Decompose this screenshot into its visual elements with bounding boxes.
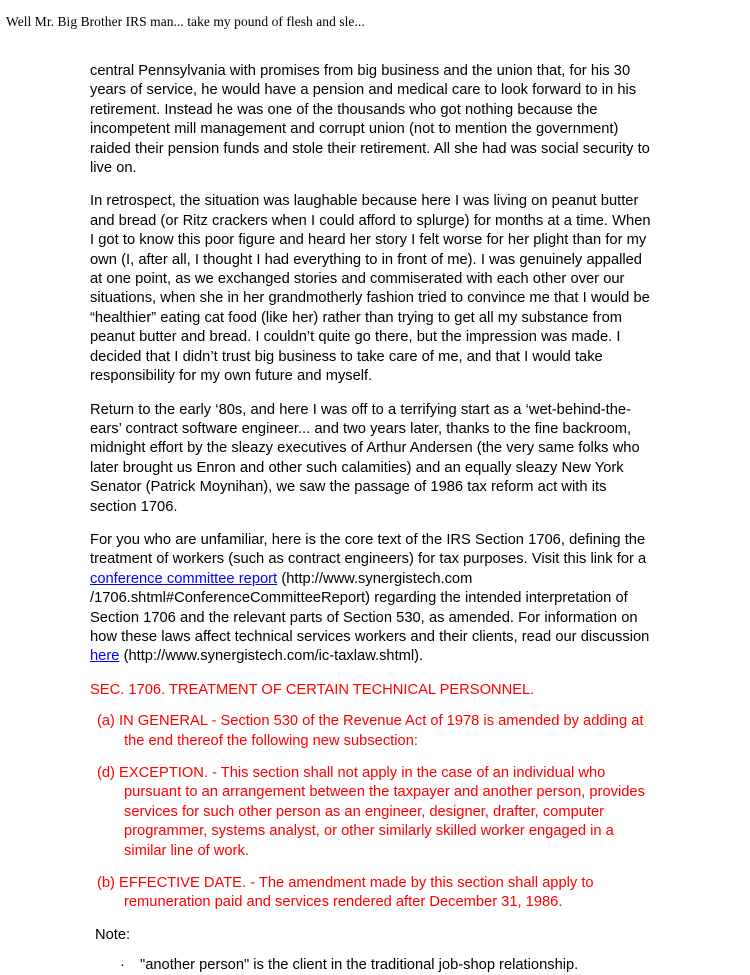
note-bullet-list <box>90 956 652 975</box>
document-body <box>90 62 652 975</box>
section-item-a-in-general: (a) IN GENERAL - Section 530 of the Revenue Act of 1978 is amended by adding at the end thereof the following new subsection: <box>97 713 644 749</box>
note-list-item-text: "another person" is the client in the traditional job-shop relationship. <box>140 957 579 974</box>
section-item-b-effective-date: (b) EFFECTIVE DATE. - The amendment made by this section shall apply to remuneration paid and services rendered after December 31, 1986. <box>97 875 594 911</box>
body-paragraph-1: central Pennsylvania with promises from big business and the union that, for his 30 years of service, he would have a pension and medical care to look forward to in his retirement. Instead he was one of the thousands who got nothing because the incompetent mill management and corrupt union (not to mention the government) raided their pension funds and stole their retirement. All she had was social security to live on. <box>90 63 650 177</box>
here-link[interactable]: here <box>90 648 120 665</box>
link-para-text-after: (http://www.synergistech.com/ic-taxlaw.shtml). <box>119 648 424 665</box>
body-paragraph-2: In retrospect, the situation was laughable because here I was living on peanut butter and bread (or Ritz crackers when I could afford to splurge) for months at a time. When I got to know this poor figure and heard her story I felt worse for her plight than for my own (I, after all, I thought I had everything to in front of me). I was genuinely appalled at one point, as we exchanged stories and commiserated with each other over our situations, when she in her grandmotherly fashion tried to convince me that I would be “healthier” eating cat food (like her) rather than trying to get all my substance from peanut butter and bread. I couldn’t quite go there, but the impression was made. I decided that I didn’t trust big business to take care of me, and that I would take responsibility for my own future and myself. <box>90 193 651 385</box>
section-item-d-exception: (d) EXCEPTION. - This section shall not apply in the case of an individual who pursuant to an arrangement between the taxpayer and another person, provides services for such other person as an engineer, designer, drafter, computer programmer, systems analyst, or other similarly skilled worker engaged in a similar line of work. <box>97 765 645 859</box>
conference-committee-report-link[interactable]: conference committee report <box>90 570 278 587</box>
note-list-item <box>90 956 652 975</box>
body-paragraph-3: Return to the early ‘80s, and here I was off to a terrifying start as a ‘wet-behind-the-ears’ contract software engineer... and two years later, thanks to the fine backroom, midnight effort by the sleazy executives of Arthur Andersen (the very same folks who later brought us Enron and other such calamities) and an equally sleazy New York Senator (Patrick Moynihan), we saw the passage of 1986 tax reform act with its section 1706. <box>90 401 640 515</box>
section-1706-heading: SEC. 1706. TREATMENT OF CERTAIN TECHNICAL PERSONNEL. <box>90 681 535 698</box>
link-para-text-before: For you who are unfamiliar, here is the core text of the IRS Section 1706, defining the treatment of workers (such as contract engineers) for tax purposes. Visit this link for a <box>90 531 647 568</box>
bullet-dot-icon: · <box>120 957 125 974</box>
page-header-title: Well Mr. Big Brother IRS man... take my pound of flesh and sle... <box>6 14 365 29</box>
link-para-text-middle: (http://www.synergistech.com /1706.shtml#ConferenceCommitteeReport) regarding the intended interpretation of Section 1706 and the relevant parts of Section 530, as amended. For information on how these laws affect technical services workers and their clients, read our discussion <box>90 570 650 645</box>
note-heading: Note: <box>95 926 131 943</box>
body-paragraph-links <box>90 531 652 667</box>
